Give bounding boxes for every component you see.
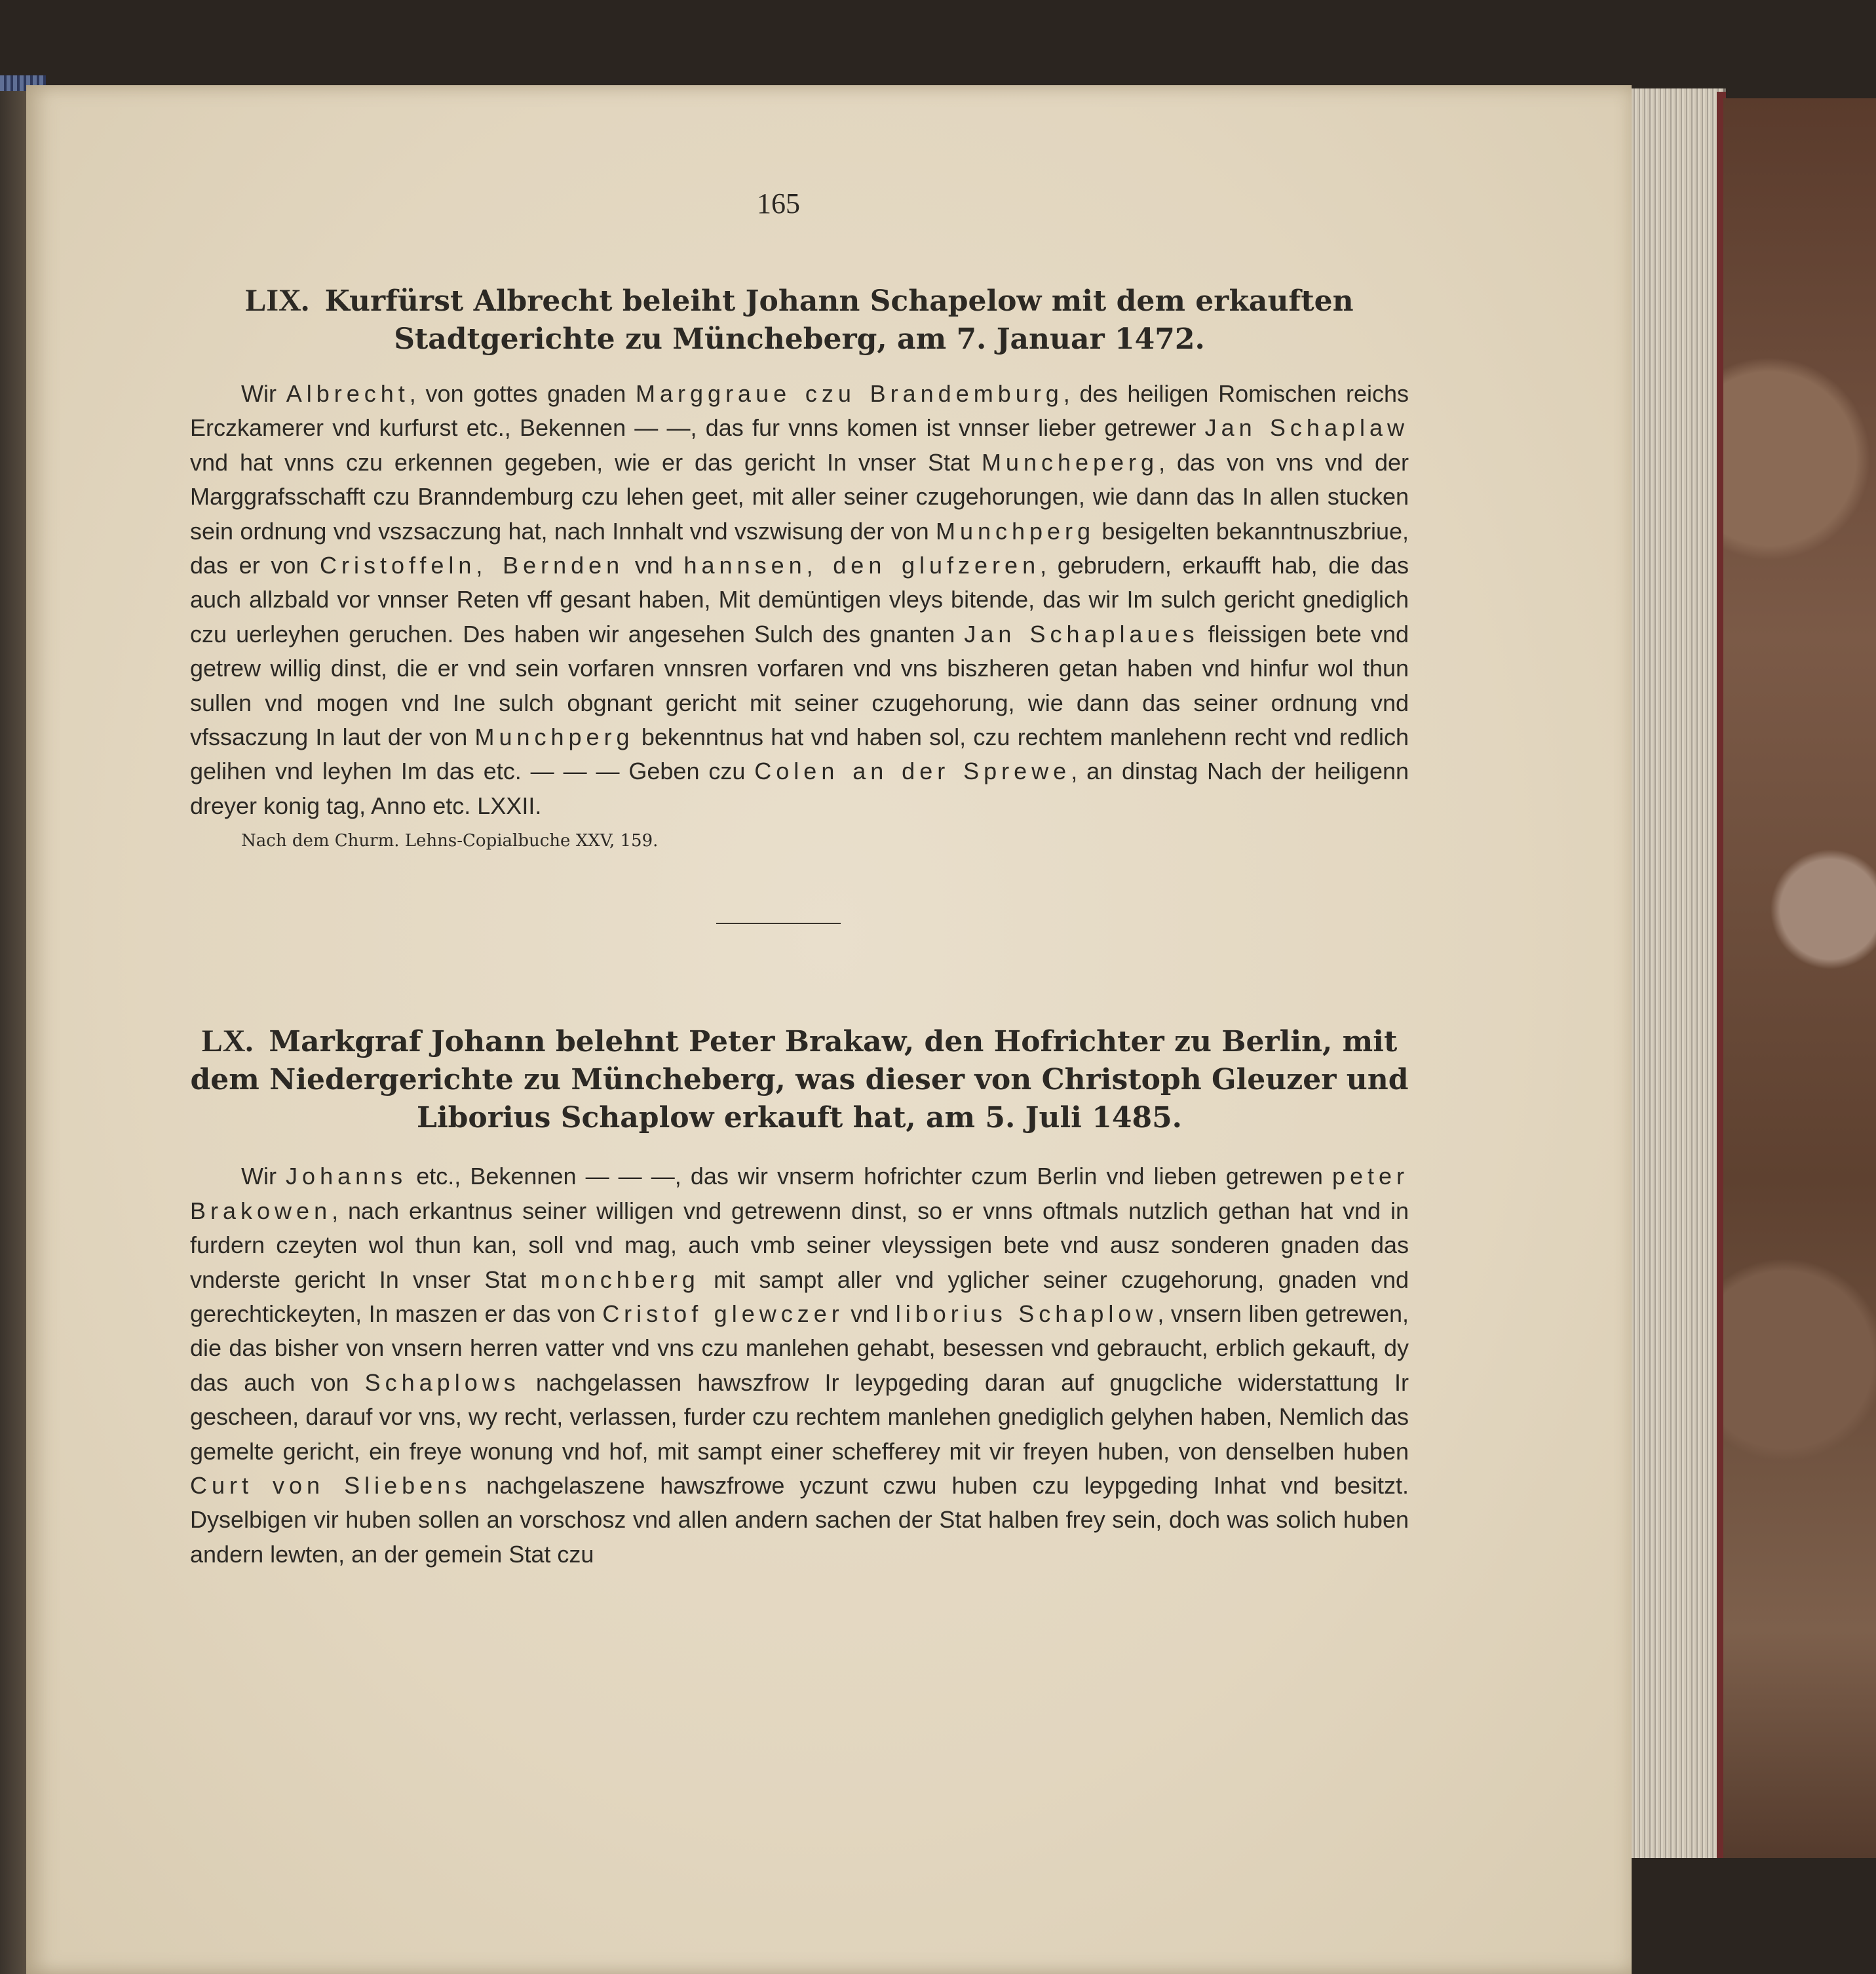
document-lix-source: Nach dem Churm. Lehns-Copialbuche XXV, 159.: [241, 831, 659, 851]
page-number: 165: [757, 187, 800, 220]
marbled-book-board: [1723, 98, 1876, 1901]
section-divider: [716, 923, 841, 924]
document-lx-title: Markgraf Johann belehnt Peter Brakaw, den Hofrichter zu Berlin, mit dem Niedergerichte zu Müncheberg, was dieser von Christoph Gleuzer und Liborius Schaplow erkauft hat, am 5. Juli 1485.: [190, 1025, 1409, 1135]
document-lix-heading: [190, 282, 1409, 358]
document-lix-number: LIX.: [245, 283, 309, 318]
background-shadow: [1632, 1858, 1876, 1974]
document-lx-heading: [190, 1022, 1409, 1137]
document-lix-paragraph: Wir Albrecht, von gottes gnaden Marggraue czu Brandemburg, des heiligen Romischen reichs Erczkamerer vnd kurfurst etc., Bekennen — —, das fur vnns komen ist vnnser lieber getrewer Jan Schaplaw vnd hat vnns czu erkennen gegeben, wie er das gericht In vnser Stat Muncheperg, das von vns vnd der Marggrafsschafft czu Branndemburg czu lehen geet, mit aller seiner czugehorungen, wie dann das In allen stucken sein ordnung vnd vszsaczung hat, nach Innhalt vnd vszwisung der von Munchperg besigelten bekanntnuszbriue, das er von Cristoffeln, Bernden vnd hannsen, den glufzeren, gebrudern, erkaufft hab, die das auch allzbald vor vnnser Reten vff gesant haben, Mit demüntigen vleys bitende, das wir Im sulch gericht gnediglich czu uerleyhen geruchen. Des haben wir angesehen Sulch des gnanten Jan Schaplaues fleissigen bete vnd getrew willig dinst, die er vnd sein vorfaren vnnsren vorfaren vnd vns biszheren getan haben vnd hinfur wol thun sullen vnd mogen vnd Ine sulch obgnant gericht mit seiner czugehorung, wie dann das seiner ordnung vnd vfssaczung In laut der von Munchperg bekenntnus hat vnd haben sol, czu rechtem manlehenn recht vnd redlich gelihen vnd leyhen Im das etc. — — — Geben czu Colen an der Sprewe, an dinstag Nach der heiligenn dreyer konig tag, Anno etc. LXXII.: [190, 380, 1409, 819]
page-content: [190, 164, 1409, 1572]
document-lx-body: [190, 1159, 1409, 1572]
document-lx-paragraph: Wir Johanns etc., Bekennen — — —, das wir vnserm hofrichter czum Berlin vnd lieben getrewen peter Brakowen, nach erkantnus seiner willigen vnd getrewenn dinst, so er vnns oftmals nutzlich gethan hat vnd in furdern czeyten wol thun kan, soll vnd mag, auch vmb seiner vleyssigen bete vnd ausz sonderen gnaden das vnderste gericht In vnser Stat monchberg mit sampt aller vnd yglicher seiner czugehorung, gnaden vnd gerechtickeyten, In maszen er das von Cristof glewczer vnd liborius Schaplow, vnsern liben getrewen, die das bisher von vnsern herren vatter vnd vns czu manlehen gehabt, besessen vnd gebraucht, erblich gekauft, dy das auch von Schaplows nachgelassen hawszfrow Ir leypgeding daran auf gnugcliche widerstattung Ir gescheen, darauf vor vns, wy recht, verlassen, furder czu rechtem manlehen gnediglich gelyhen haben, Nemlich das gemelte gericht, ein freye wonung vnd hof, mit sampt einer schefferey mit vir freyen huben, von denselben huben Curt von Sliebens nachgelaszene hawszfrowe yczunt czwu huben czu leypgeding Inhat vnd besitzt. Dyselbigen vir huben sollen an vorschosz vnd allen andern sachen der Stat halben frey sein, doch was solich huben andern lewten, an der gemein Stat czu: [190, 1163, 1409, 1568]
document-lx: [190, 1022, 1409, 1572]
page-edges: [1632, 88, 1726, 1858]
document-lix-title: Kurfürst Albrecht beleiht Johann Schapelow mit dem erkauften Stadtgerichte zu Müncheberg, am 7. Januar 1472.: [324, 284, 1354, 356]
document-lix-body: [190, 377, 1409, 823]
document-lx-number: LX.: [201, 1024, 254, 1059]
document-lix: [190, 282, 1409, 851]
